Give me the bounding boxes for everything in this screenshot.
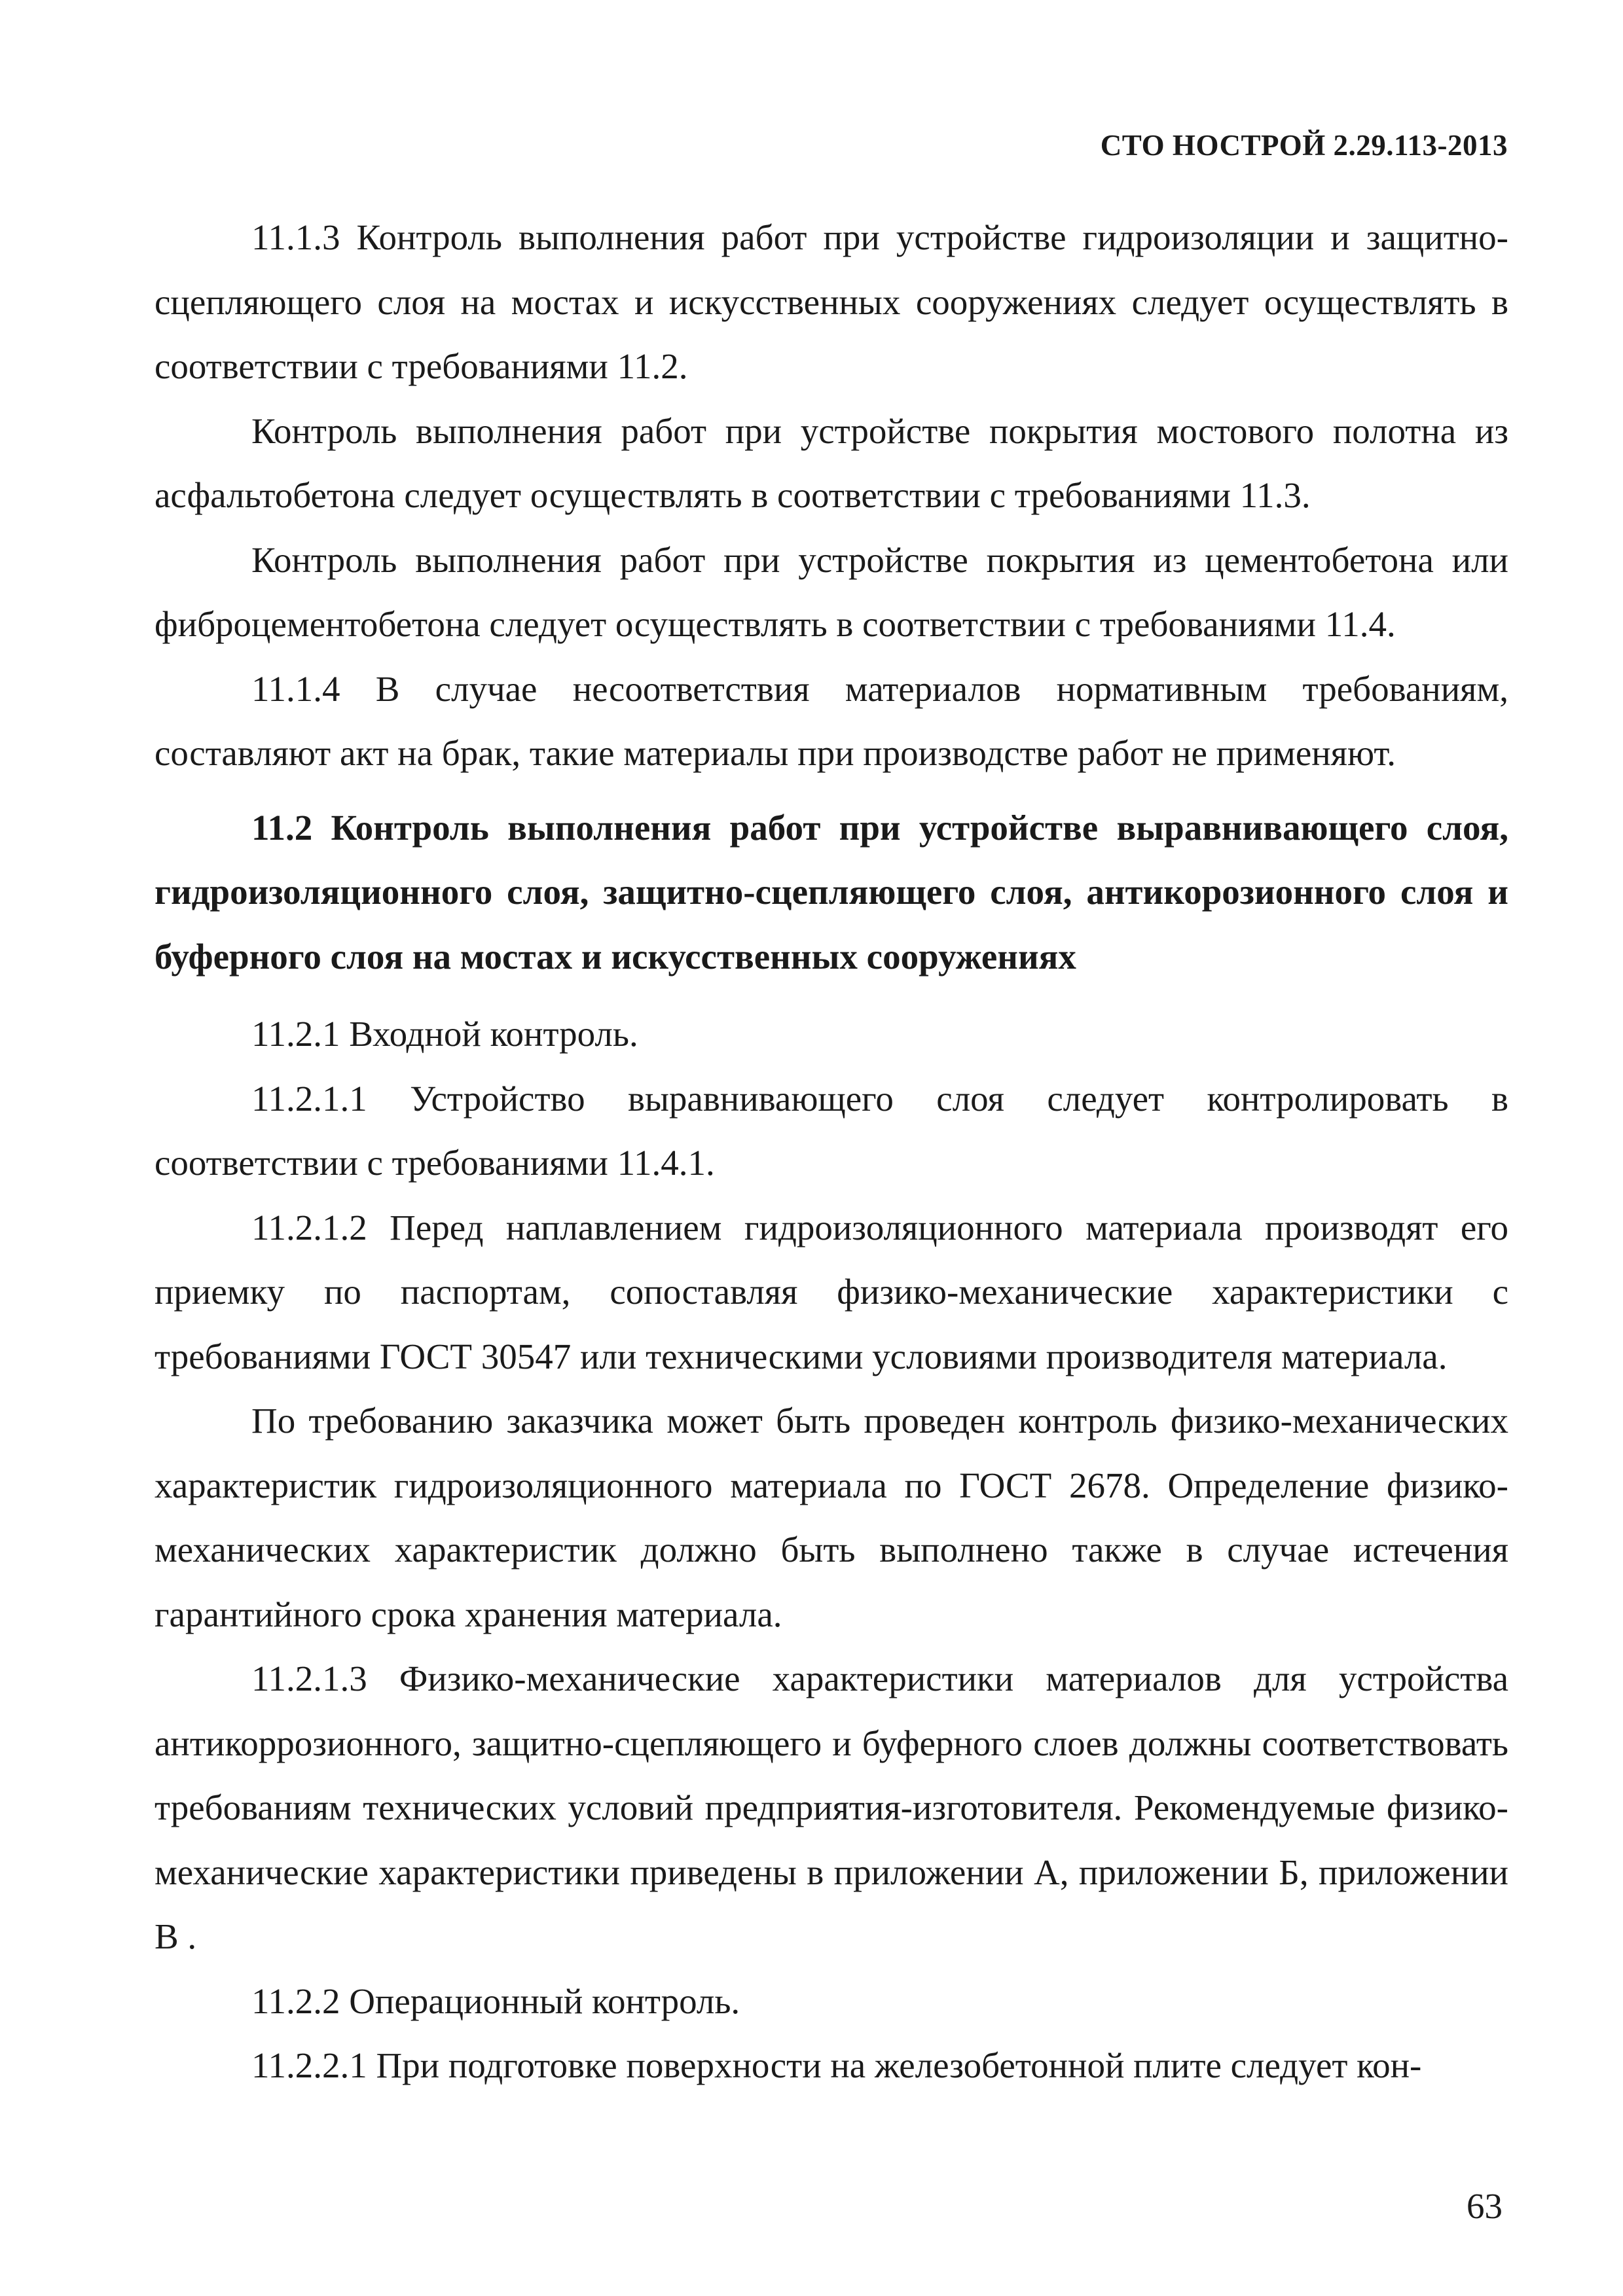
paragraph-11-2-1-2: 11.2.1.2 Перед наплавлением гидроизоляционного материала производят его приемку по паспортам, сопоставляя физико-механические характеристики с требованиями ГОСТ 30547 или техническими условиями производителя материала. <box>155 1207 1508 1376</box>
paragraph-11-1-4: 11.1.4 В случае несоответствия материалов нормативным требованиям, составляют акт на брак, такие материалы при производстве работ не применяют. <box>155 668 1508 773</box>
paragraph-customer-request: По требованию заказчика может быть проведен контроль физико-механических характеристик гидроизоляционного материала по ГОСТ 2678. Определение физико-механических характеристик должно быть выполнено также в случае истечения гарантийного срока хранения материала. <box>155 1401 1508 1634</box>
paragraph-11-2-1-3: 11.2.1.3 Физико-механические характеристики материалов для устройства антикоррозионного, защитно-сцепляющего и буферного слоев должны соответствовать требованиям технических условий предприятия-изготовителя. Рекомендуемые физико-механические характеристики приведены в приложении А, приложении Б, приложении В . <box>155 1659 1508 1956</box>
document-code-header: СТО НОСТРОЙ 2.29.113-2013 <box>1100 129 1508 162</box>
paragraph-11-2-1-1: 11.2.1.1 Устройство выравнивающего слоя следует контролировать в соответствии с требованиями 11.4.1. <box>155 1078 1508 1183</box>
paragraph-cement-control: Контроль выполнения работ при устройстве покрытия из цементобетона или фиброцементобетона следует осуществлять в соответствии с требованиями 11.4. <box>155 539 1508 644</box>
page-number: 63 <box>1467 2186 1503 2226</box>
paragraph-11-2-2: 11.2.2 Операционный контроль. <box>251 1981 740 2021</box>
paragraph-11-2-2-1: 11.2.2.1 При подготовке поверхности на железобетонной плите следует кон- <box>251 2045 1422 2085</box>
paragraph-11-1-3: 11.1.3 Контроль выполнения работ при устройстве гидроизоляции и защитно-сцепляющего слоя на мостах и искусственных сооружениях следует осуществлять в соответствии с требованиями 11.2. <box>155 217 1508 386</box>
paragraph-asphalt-control: Контроль выполнения работ при устройстве покрытия мостового полотна из асфальтобетона следует осуществлять в соответствии с требованиями 11.3. <box>155 410 1508 515</box>
document-body <box>155 206 1508 2098</box>
section-heading-11-2: 11.2 Контроль выполнения работ при устройстве выравнивающего слоя, гидроизоляционного слоя, защитно-сцепляющего слоя, антикорозионного слоя и буферного слоя на мостах и искусственных сооружениях <box>155 807 1508 977</box>
paragraph-11-2-1: 11.2.1 Входной контроль. <box>251 1014 638 1054</box>
